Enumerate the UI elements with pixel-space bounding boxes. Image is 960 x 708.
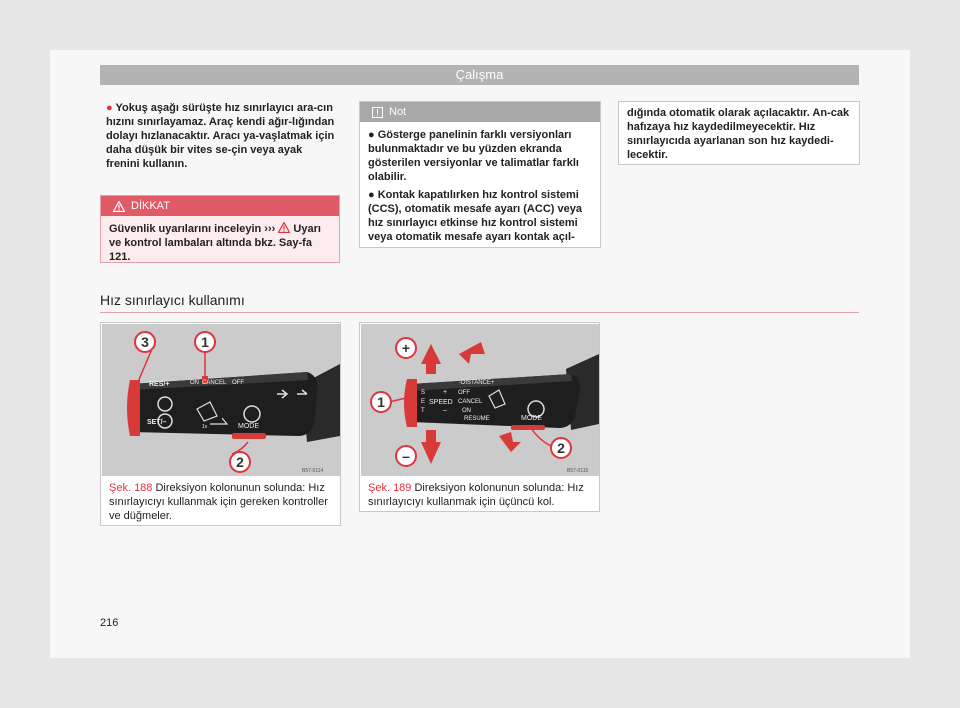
caption-text: Direksiyon kolonunun solunda: Hız sınırlayıcıyı kullanmak için üçüncü kol. [368,482,584,508]
figure-label: Şek. 188 [109,482,153,494]
callout-minus-label: – [402,448,410,464]
bullet-icon: ● [368,129,378,141]
on-label: ON [462,408,471,414]
distance-label: -DISTANCE+ [459,380,495,386]
callout-1-label: 1 [201,334,209,350]
note-body [360,122,600,250]
figure-189-image [361,324,599,476]
resume-label: RESUME [464,416,490,422]
warning-triangle-icon [113,201,125,212]
cancel-label: CANCEL [202,380,227,386]
note-icon [372,107,383,118]
figure-189-caption [368,481,592,509]
caption-text: Direksiyon kolonunun solunda: Hız sınırlayıcıyı kullanmak için gereken kontroller ve düğmeler. [109,482,328,522]
callout-plus-label: + [401,340,411,356]
set-minus-label: SET/– [147,419,167,426]
s-label: S [421,390,426,396]
e-label: E [421,399,426,405]
speed-label: SPEED [429,399,453,406]
on-label: ON [190,380,199,386]
off-label: OFF [458,390,470,396]
figure-188-image [102,324,340,476]
stalk-illustration [361,324,599,476]
figure-188 [100,322,341,526]
t-label: T [421,408,425,414]
note-item [368,188,592,244]
warning-box [100,195,340,263]
cross-reference-link[interactable]: ››› [264,223,276,235]
note-box [359,101,601,248]
stalk-illustration [102,324,340,476]
continuation-text: dığında otomatik olarak açılacaktır. An-cak hafızaya hız kaydedilmeyecektir. Hız sınırlayıcıda ayarlanan son hız kaydedi-lecektir. [627,107,850,161]
callout-3-label: 3 [141,334,149,350]
note-item [368,128,592,184]
figure-189 [359,322,600,512]
minus-label: – [443,407,447,414]
continuation-box [618,101,860,165]
callout-1-label: 1 [377,394,385,410]
mode-label: MODE [521,415,542,422]
section-divider [100,312,859,313]
off-label: OFF [232,380,244,386]
callout-2-label: 2 [557,440,565,456]
chapter-header: Çalışma [100,65,859,85]
figure-188-caption [109,481,333,523]
bullet-icon: ● [368,189,378,201]
warning-header [101,196,339,216]
figure-label: Şek. 189 [368,482,412,494]
note-header [360,102,600,122]
page-number: 216 [100,617,119,629]
figure-code: B57-0115 [567,468,589,474]
res-plus-label: RES/+ [149,381,170,388]
warning-triangle-icon [278,222,290,233]
plus-label: + [443,389,448,396]
cancel-label: CANCEL [458,399,483,405]
one-x-label: 1x [202,424,208,430]
bullet-icon: ● [106,102,113,114]
downhill-paragraph [106,101,338,171]
note-title: Not [389,106,407,118]
note-item-text: Gösterge panelinin farklı versiyonları bulunmaktadır ve bu yüzden ekranda gösterilen versiyonlar ve talimatlar farklı olabilir. [368,129,579,183]
warning-text-after: Uyarı ve kontrol lambaları altında bkz. Say-fa 121. [109,223,321,263]
section-title: Hız sınırlayıcı kullanımı [100,292,245,308]
note-item-text: Kontak kapatılırken hız kontrol sistemi (CCS), otomatik mesafe ayarı (ACC) veya hız sınırlayıcı etkinse hız kontrol sistemi veya otomatik mesafe ayarı kontak açıl- [368,189,582,243]
callout-2-label: 2 [236,454,244,470]
warning-text-before: Güvenlik uyarılarını inceleyin [109,223,262,235]
figure-code: B57-0114 [302,468,324,474]
warning-title: DİKKAT [131,200,170,212]
mode-label: MODE [238,423,259,430]
downhill-text: Yokuş aşağı sürüşte hız sınırlayıcı ara-cın hızını sınırlayamaz. Araç kendi ağır-lığından dolayı hızlanacaktır. Aracı ya-vaşlatmak için daha düşük bir vites se-çin veya ayak frenini kullanın. [106,102,335,170]
warning-body [101,216,339,270]
